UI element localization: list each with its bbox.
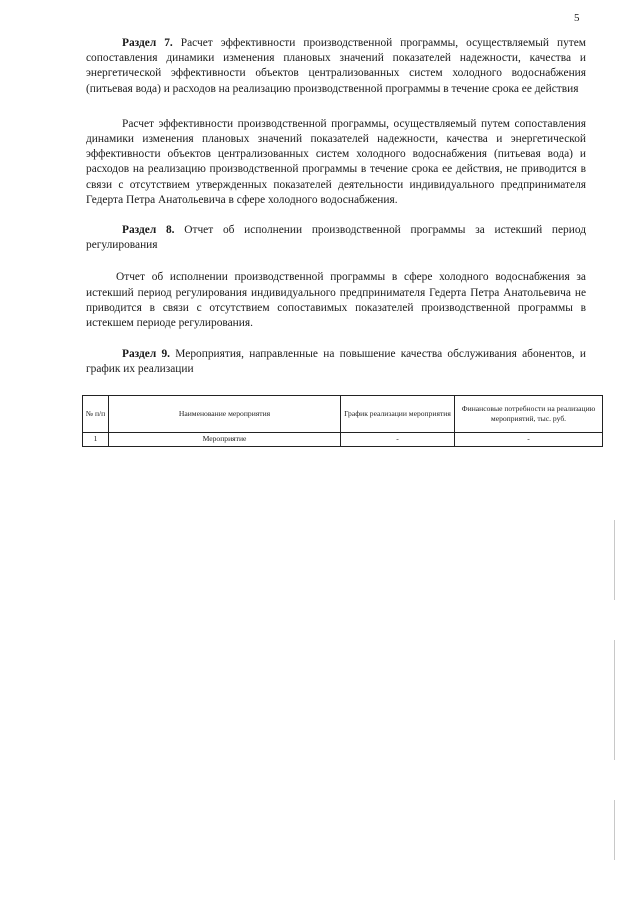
header-name: Наименование мероприятия [109,395,341,432]
scan-artifact-line [614,640,615,760]
section-8-heading [86,223,586,253]
header-schedule: График реализации мероприятия [341,395,455,432]
section-9-title: Мероприятия, направленные на повышение качества обслуживания абонентов, и график их реализации [86,348,587,376]
events-table [82,395,603,447]
scan-artifact-line [614,800,615,860]
section-7-title: Расчет эффективности производственной программы, осуществляемый путем сопоставления динамики изменения плановых значений показателей надежности, качества и энергетической эффективности объектов централизованных систем холодного водоснабжения (питьевая вода) и расходов на реализацию производственной программы в течение срока ее действия [86,37,587,95]
section-9-heading [86,347,586,377]
section-9-label: Раздел 9. [122,348,171,361]
section-8-label: Раздел 8. [122,224,175,237]
scan-artifact-line [614,520,615,600]
events-table-wrapper [85,395,596,447]
header-finance: Финансовые потребности на реализацию мероприятий, тыс. руб. [455,395,603,432]
cell-name: Мероприятие [109,432,341,446]
cell-schedule: - [341,432,455,446]
section-8-title: Отчет об исполнении производственной программы за истекший период регулирования [86,224,587,252]
document-body [85,36,596,447]
header-num: № п/п [83,395,109,432]
section-8-paragraph: Отчет об исполнении производственной программы в сфере холодного водоснабжения за истекший период регулирования индивидуального предпринимателя Гедерта Петра Анатольевича не приводится в связи с отсутствием сопоставимых показателей производственной программы в истекшем периоде регулирования. [86,271,586,330]
cell-finance: - [455,432,603,446]
section-7-label: Раздел 7. [122,37,173,49]
table-header-row [83,395,603,432]
page-number: 5 [574,12,580,24]
cell-num: 1 [83,432,109,446]
section-7-paragraph: Расчет эффективности производственной программы, осуществляемый путем сопоставления динамики изменения плановых значений показателей надежности, качества и энергетической эффективности объектов централизованных систем холодного водоснабжения (питьевая вода) и расходов на реализацию производственной программы в течение срока ее действия, не приводится в связи с отсутствием утвержденных показателей деятельности индивидуального предпринимателя Гедерта Петра Анатольевича в сфере холодного водоснабжения. [86,117,586,206]
table-row [83,432,603,446]
section-7-heading [86,36,586,97]
